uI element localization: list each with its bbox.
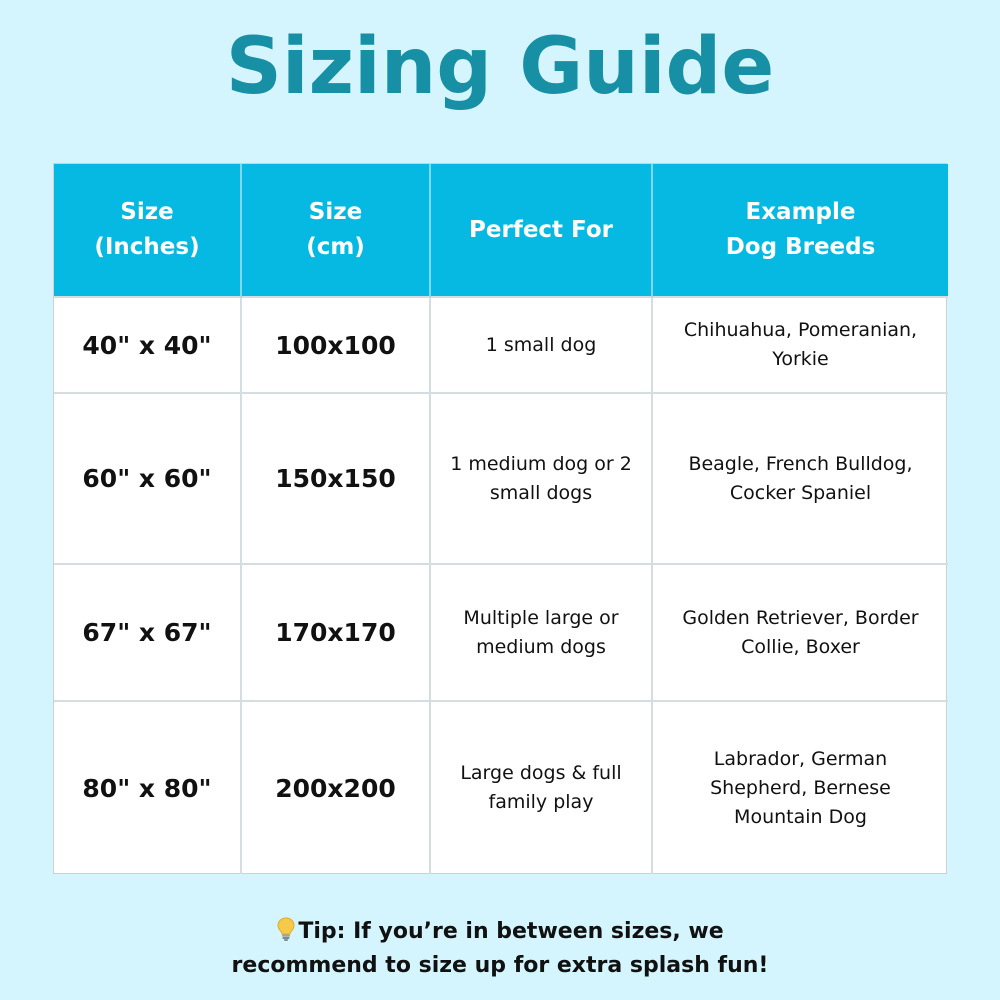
header-line: (cm) [306, 234, 365, 260]
cell-breeds [653, 394, 948, 565]
cell-perfect-for [431, 298, 653, 394]
text-line: small dogs [489, 481, 593, 504]
cell-size-cm: 150x150 [242, 394, 431, 565]
cell-size-inches: 67" x 67" [54, 565, 242, 702]
cell-perfect-for [431, 394, 653, 565]
header-line: Perfect For [469, 216, 613, 243]
header-size-inches [54, 164, 242, 298]
header-size-cm [242, 164, 431, 298]
text-line: Beagle, French Bulldog, [688, 452, 913, 475]
header-line: Size [308, 199, 363, 225]
text-line: Chihuahua, Pomeranian, [683, 319, 918, 341]
header-line: Dog Breeds [725, 234, 876, 260]
cell-size-cm: 100x100 [242, 298, 431, 394]
cell-perfect-for [431, 565, 653, 702]
cell-size-inches: 80" x 80" [54, 702, 242, 874]
tip-line-1 [0, 915, 1000, 949]
header-example-breeds [653, 164, 948, 298]
text-line: Shepherd, Bernese [710, 776, 891, 799]
text-line: Large dogs & full [460, 762, 622, 784]
text-line: Golden Retriever, Border [682, 606, 919, 629]
cell-breeds [653, 565, 948, 702]
cell-breeds [653, 702, 948, 874]
text-line: family play [488, 791, 594, 813]
page-title: Sizing Guide [225, 22, 775, 112]
text-line: 1 small dog [485, 333, 597, 356]
header-line: (Inches) [94, 234, 200, 260]
text-line: Labrador, German [713, 747, 888, 770]
sizing-table [53, 163, 947, 874]
header-perfect-for [431, 164, 653, 298]
cell-breeds [653, 298, 948, 394]
tip-line-2: recommend to size up for extra splash fun! [231, 953, 769, 978]
cell-perfect-for [431, 702, 653, 874]
text-line: medium dogs [476, 635, 606, 658]
text-line: Collie, Boxer [741, 635, 860, 658]
lightbulb-icon [276, 917, 296, 941]
cell-size-cm: 170x170 [242, 565, 431, 702]
header-line: Size [120, 199, 174, 225]
text-line: Mountain Dog [734, 805, 867, 828]
text-line: Multiple large or [463, 606, 619, 629]
tip-note [0, 915, 1000, 983]
cell-size-cm: 200x200 [242, 702, 431, 874]
header-line: Example [745, 199, 856, 225]
text-line: 1 medium dog or 2 [450, 452, 632, 475]
cell-size-inches: 40" x 40" [54, 298, 242, 394]
text-line: Yorkie [772, 348, 829, 370]
text-line: Cocker Spaniel [729, 481, 872, 504]
tip-text: Tip: If you’re in between sizes, we [298, 919, 724, 944]
cell-size-inches: 60" x 60" [54, 394, 242, 565]
